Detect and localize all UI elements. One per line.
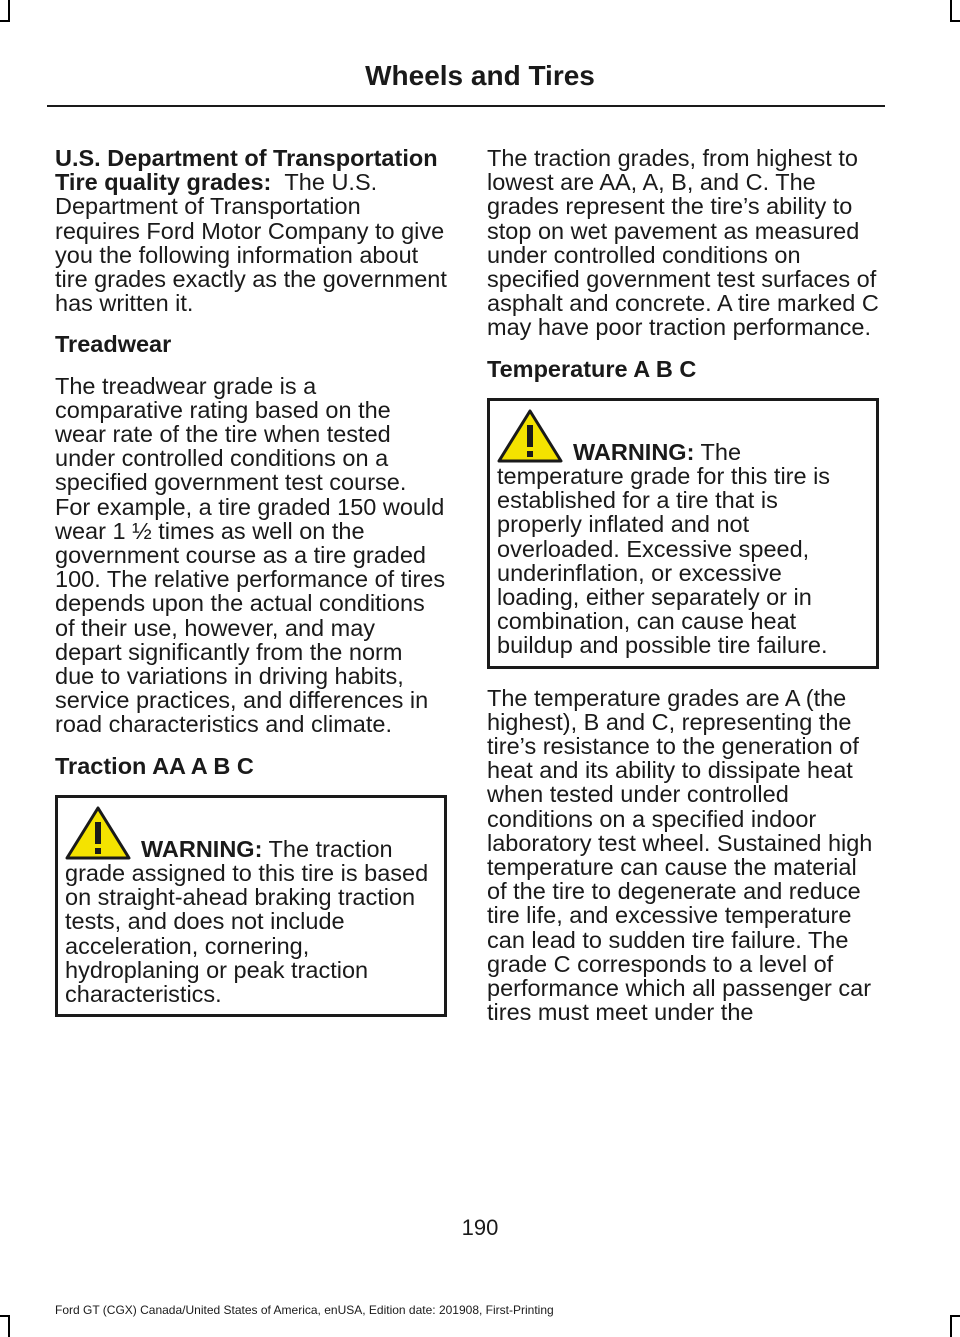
page-title: Wheels and Tires [365,60,595,91]
intro-text: The U.S. Department of Transportation requires Ford Motor Company to give you the following information about tire grades exactly as the government has written it. [55,169,447,317]
traction-warning-box [55,795,447,1017]
right-column [487,146,879,1042]
warning-triangle-icon [497,409,563,463]
header-divider [47,105,885,107]
temperature-warning-text: The temperature grade for this tire is established for a tire that is properly inflated and not overloaded. Excessive speed, underinflation, or excessive loading, either separately or in combination, can cause heat buildup and possible tire failure. [497,438,831,659]
crop-mark [8,0,10,22]
page-number: 190 [461,1215,499,1240]
crop-mark [950,1315,952,1337]
crop-mark [0,20,10,22]
warning-triangle-icon [65,806,131,860]
temperature-grades-paragraph: The temperature grades are A (the highest), B and C, representing the tire’s resistance to the generation of heat and its ability to dissipate heat when tested under controlled conditions on a specified indoor laboratory test wheel. Sustained high temperature can cause the material of the tire to degenerate and reduce tire life, and excessive temperature can lead to sudden tire failure. The grade C corresponds to a level of performance which all passenger car tires must meet under the [487,684,873,1026]
crop-mark [0,1315,10,1317]
temperature-heading: Temperature A B C [487,355,697,382]
crop-mark [950,0,952,22]
traction-heading: Traction AA A B C [55,752,254,779]
warning-label: WARNING: [573,438,695,465]
treadwear-paragraph: The treadwear grade is a comparative rating based on the wear rate of the tire when tested under controlled conditions on a specified government test course. For example, a tire graded 150 would wear 1 ½ times as well on the government course as a tire graded 100. The relative performance of tires depends upon the actual conditions of their use, however, and may depart significantly from the norm due to variations in driving habits, service practices, and differences in road characteristics and climate. [55,372,446,738]
temperature-warning-box [487,398,879,669]
intro-bold-label: U.S. Department of Transportation Tire quality grades: [55,145,438,196]
footer-edition-info: Ford GT (CGX) Canada/United States of America, enUSA, Edition date: 201908, First-Printing [55,1303,554,1317]
left-column [55,146,447,1034]
crop-mark [8,1315,10,1337]
intro-paragraph [55,146,447,315]
traction-grades-paragraph: The traction grades, from highest to lowest are AA, A, B, and C. The grades represent the tire’s ability to stop on wet pavement as measured under controlled conditions on specified government test surfaces of asphalt and concrete. A tire marked C may have poor traction performance. [487,145,879,341]
warning-label: WARNING: [141,835,263,862]
treadwear-heading: Treadwear [55,331,172,358]
traction-warning-text: The traction grade assigned to this tire is based on straight-ahead braking traction tests, and does not include acceleration, cornering, hydroplaning or peak traction characteristics. [65,835,429,1008]
crop-mark [950,1315,960,1317]
crop-mark [950,20,960,22]
